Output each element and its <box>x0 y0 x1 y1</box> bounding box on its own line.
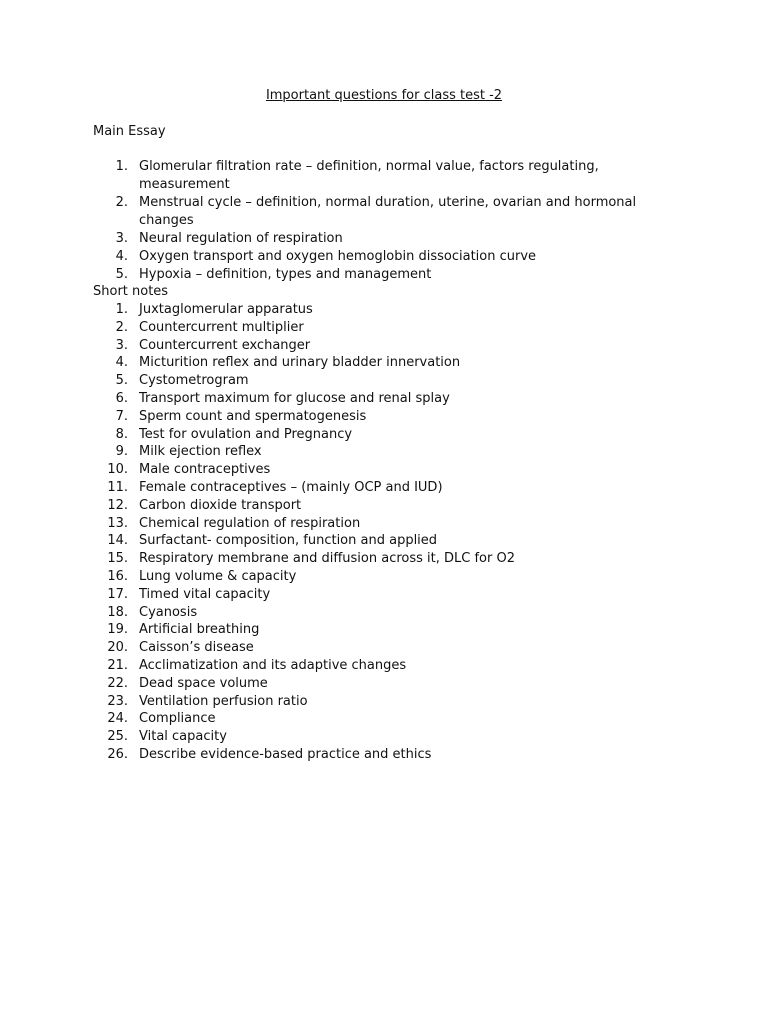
short-note-item-number: 12. <box>107 497 128 513</box>
short-note-item-text: Micturition reflex and urinary bladder innervation <box>139 355 461 371</box>
short-note-item <box>93 337 693 355</box>
short-note-item <box>93 443 693 461</box>
short-notes-heading: Short notes <box>93 284 169 299</box>
short-note-item-number: 19. <box>107 622 128 638</box>
short-note-item <box>93 319 693 337</box>
short-note-item <box>93 301 693 319</box>
short-note-item-text: Acclimatization and its adaptive changes <box>139 657 407 673</box>
short-note-item-number: 6. <box>115 390 128 406</box>
main-essay-item-number: 3. <box>115 230 128 246</box>
short-note-item-number: 15. <box>107 551 128 567</box>
short-note-item-number: 4. <box>115 355 128 371</box>
short-note-item <box>93 354 693 372</box>
short-note-item <box>93 728 693 746</box>
short-note-item-number: 23. <box>107 693 128 709</box>
main-essay-list <box>93 158 693 285</box>
short-note-item <box>93 604 693 622</box>
short-note-item-number: 2. <box>115 319 128 335</box>
short-note-item <box>93 497 693 515</box>
main-essay-item-number: 4. <box>115 249 128 265</box>
short-note-item-number: 20. <box>107 640 128 656</box>
short-note-item-text: Sperm count and spermatogenesis <box>139 408 367 424</box>
short-note-item-text: Female contraceptives – (mainly OCP and IUD) <box>139 479 443 495</box>
short-notes-list <box>93 301 693 764</box>
short-note-item-number: 21. <box>107 657 128 673</box>
document-title: Important questions for class test -2 <box>265 88 503 103</box>
short-note-item-number: 13. <box>107 515 128 531</box>
main-essay-item-text: Oxygen transport and oxygen hemoglobin dissociation curve <box>139 249 537 265</box>
short-note-item <box>93 568 693 586</box>
short-note-item <box>93 550 693 568</box>
main-essay-item-number: 2. <box>115 194 128 210</box>
short-note-item <box>93 461 693 479</box>
short-note-item <box>93 426 693 444</box>
short-note-item-number: 25. <box>107 729 128 745</box>
short-note-item-text: Respiratory membrane and diffusion across it, DLC for O2 <box>139 551 515 567</box>
short-note-item-number: 18. <box>107 604 128 620</box>
short-note-item-number: 1. <box>115 302 128 317</box>
short-note-item-text: Milk ejection reflex <box>139 444 262 460</box>
short-note-item-text: Cystometrogram <box>139 373 249 389</box>
short-note-item <box>93 586 693 604</box>
short-note-item-text: Chemical regulation of respiration <box>139 515 361 531</box>
main-essay-item <box>93 248 693 266</box>
short-note-item-number: 5. <box>115 373 128 389</box>
short-note-item-text: Juxtaglomerular apparatus <box>139 302 313 317</box>
short-note-item <box>93 532 693 550</box>
main-essay-item-text: Menstrual cycle – definition, normal duration, uterine, ovarian and hormonal changes <box>139 194 637 228</box>
main-essay-item <box>93 266 693 284</box>
main-essay-item <box>93 194 693 230</box>
short-note-item-number: 26. <box>107 746 128 762</box>
short-note-item-text: Countercurrent exchanger <box>139 337 311 353</box>
short-note-item-text: Describe evidence-based practice and ethics <box>139 746 432 762</box>
short-note-item <box>93 710 693 728</box>
short-note-item-text: Timed vital capacity <box>139 586 271 602</box>
short-note-item-text: Vital capacity <box>139 729 227 745</box>
short-note-item-text: Test for ovulation and Pregnancy <box>139 426 353 442</box>
short-note-item <box>93 746 693 764</box>
main-essay-item <box>93 230 693 248</box>
short-note-item-number: 16. <box>107 568 128 584</box>
main-essay-item <box>93 158 693 194</box>
short-note-item-number: 8. <box>115 426 128 442</box>
short-note-item <box>93 675 693 693</box>
short-note-item-number: 3. <box>115 337 128 353</box>
short-note-item <box>93 639 693 657</box>
short-note-item-text: Artificial breathing <box>139 622 260 638</box>
short-note-item-text: Ventilation perfusion ratio <box>139 693 308 709</box>
short-note-item-number: 11. <box>107 479 128 495</box>
short-note-item <box>93 693 693 711</box>
short-note-item <box>93 390 693 408</box>
short-note-item-text: Caisson’s disease <box>139 640 254 656</box>
short-note-item <box>93 657 693 675</box>
short-note-item-text: Dead space volume <box>139 675 268 691</box>
short-note-item-text: Cyanosis <box>139 604 198 620</box>
main-essay-item-text: Hypoxia – definition, types and management <box>139 267 432 283</box>
short-note-item <box>93 408 693 426</box>
short-note-item <box>93 621 693 639</box>
main-essay-heading: Main Essay <box>93 124 166 139</box>
short-note-item-text: Male contraceptives <box>139 462 271 478</box>
short-note-item-number: 10. <box>107 462 128 478</box>
main-essay-item-number: 5. <box>115 267 128 283</box>
short-note-item-text: Lung volume & capacity <box>139 568 297 584</box>
short-note-item-text: Surfactant- composition, function and applied <box>139 533 438 549</box>
short-note-item-number: 7. <box>115 408 128 424</box>
main-essay-item-text: Glomerular filtration rate – definition, normal value, factors regulating, measurement <box>139 159 599 192</box>
short-note-item <box>93 479 693 497</box>
short-note-item-number: 9. <box>115 444 128 460</box>
short-note-item-number: 14. <box>107 533 128 549</box>
short-note-item-text: Transport maximum for glucose and renal splay <box>139 390 450 406</box>
main-essay-item-text: Neural regulation of respiration <box>139 230 343 246</box>
short-note-item-text: Countercurrent multiplier <box>139 319 304 335</box>
short-note-item <box>93 372 693 390</box>
short-note-item <box>93 515 693 533</box>
short-note-item-number: 22. <box>107 675 128 691</box>
short-note-item-number: 17. <box>107 586 128 602</box>
main-essay-item-number: 1. <box>115 159 128 174</box>
short-note-item-number: 24. <box>107 711 128 727</box>
short-note-item-text: Carbon dioxide transport <box>139 497 302 513</box>
short-note-item-text: Compliance <box>139 711 216 727</box>
